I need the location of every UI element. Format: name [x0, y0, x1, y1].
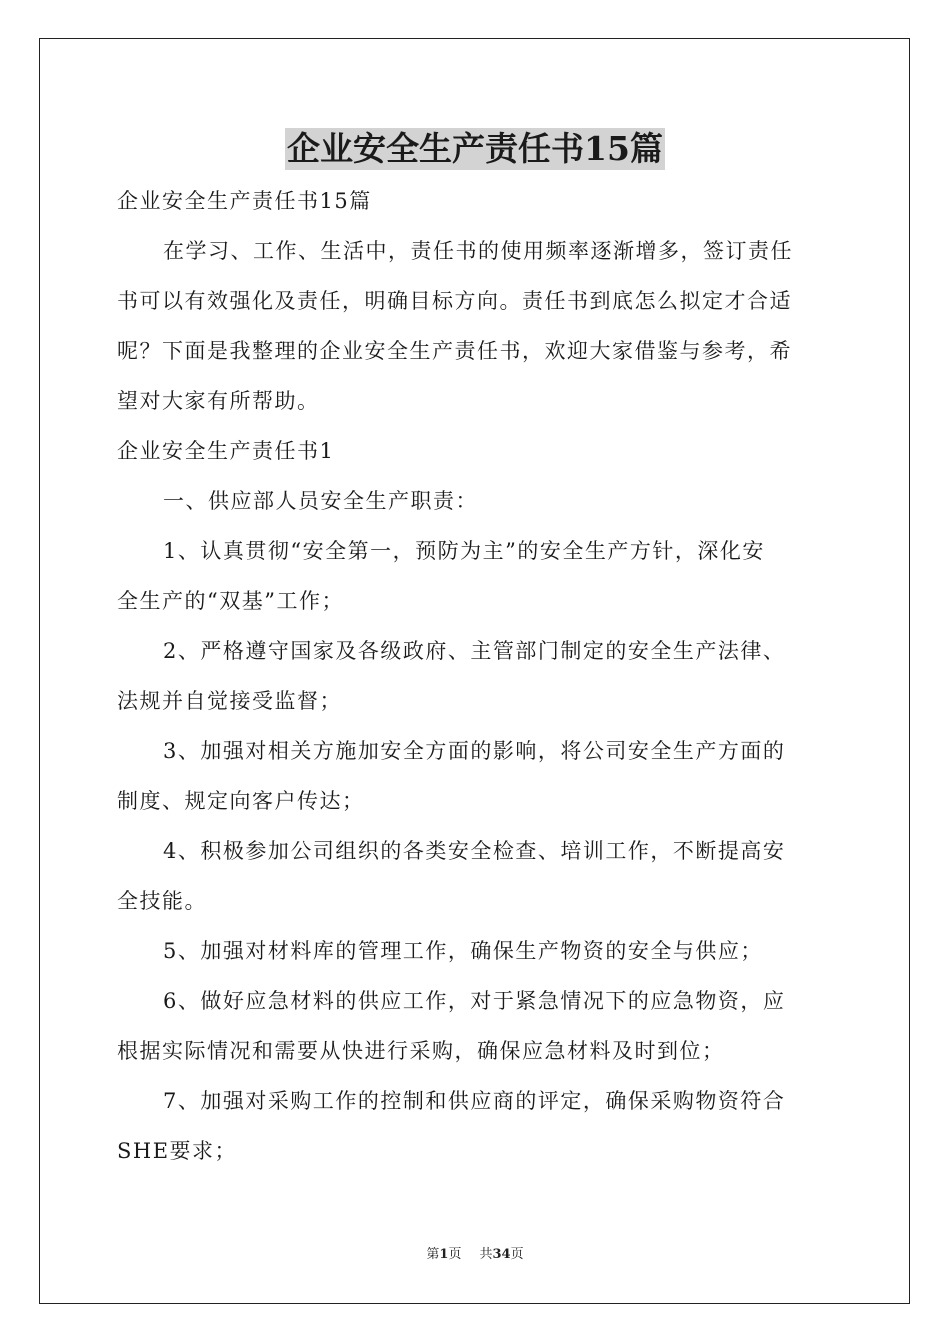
- text-line: 书可以有效强化及责任，明确目标方向。责任书到底怎么拟定才合适: [117, 289, 792, 313]
- text-line: 根据实际情况和需要从快进行采购，确保应急材料及时到位；: [117, 1039, 725, 1063]
- text-line: 7、加强对采购工作的控制和供应商的评定，确保采购物资符合: [163, 1089, 786, 1113]
- page-prefix: 第: [426, 1247, 440, 1262]
- text-line: 法规并自觉接受监督；: [117, 689, 342, 713]
- document-title: 企业安全生产责任书15篇: [287, 129, 663, 168]
- text-line: 全技能。: [117, 889, 207, 913]
- text-line: 6、做好应急材料的供应工作，对于紧急情况下的应急物资，应: [163, 989, 786, 1013]
- text-line: 企业安全生产责任书15篇: [117, 189, 372, 213]
- text-line: 2、严格遵守国家及各级政府、主管部门制定的安全生产法律、: [163, 639, 786, 663]
- text-line: 一、供应部人员安全生产职责：: [163, 489, 478, 513]
- total-prefix: 共: [479, 1247, 493, 1262]
- text-line: 全生产的“双基”工作；: [117, 589, 344, 613]
- document-body: [117, 176, 834, 1176]
- text-line: 3、加强对相关方施加安全方面的影响，将公司安全生产方面的: [163, 739, 786, 763]
- text-line: 4、积极参加公司组织的各类安全检查、培训工作，不断提高安: [163, 839, 786, 863]
- text-line: 1、认真贯彻“安全第一，预防为主”的安全生产方针，深化安: [163, 539, 765, 563]
- page-number: 1: [439, 1247, 449, 1262]
- title-container: [0, 128, 950, 170]
- text-line: 望对大家有所帮助。: [117, 389, 320, 413]
- text-line: 在学习、工作、生活中，责任书的使用频率逐渐增多，签订责任: [163, 239, 793, 263]
- text-line: 5、加强对材料库的管理工作，确保生产物资的安全与供应；: [163, 939, 763, 963]
- text-line: SHE要求；: [117, 1139, 238, 1163]
- total-suffix: 页: [510, 1247, 524, 1262]
- total-pages: 34: [492, 1247, 511, 1262]
- page-footer: [0, 1246, 950, 1264]
- text-line: 制度、规定向客户传达；: [117, 789, 365, 813]
- text-line: 企业安全生产责任书1: [117, 439, 335, 463]
- text-line: 呢？下面是我整理的企业安全生产责任书，欢迎大家借鉴与参考，希: [117, 339, 792, 363]
- page-suffix: 页: [448, 1247, 462, 1262]
